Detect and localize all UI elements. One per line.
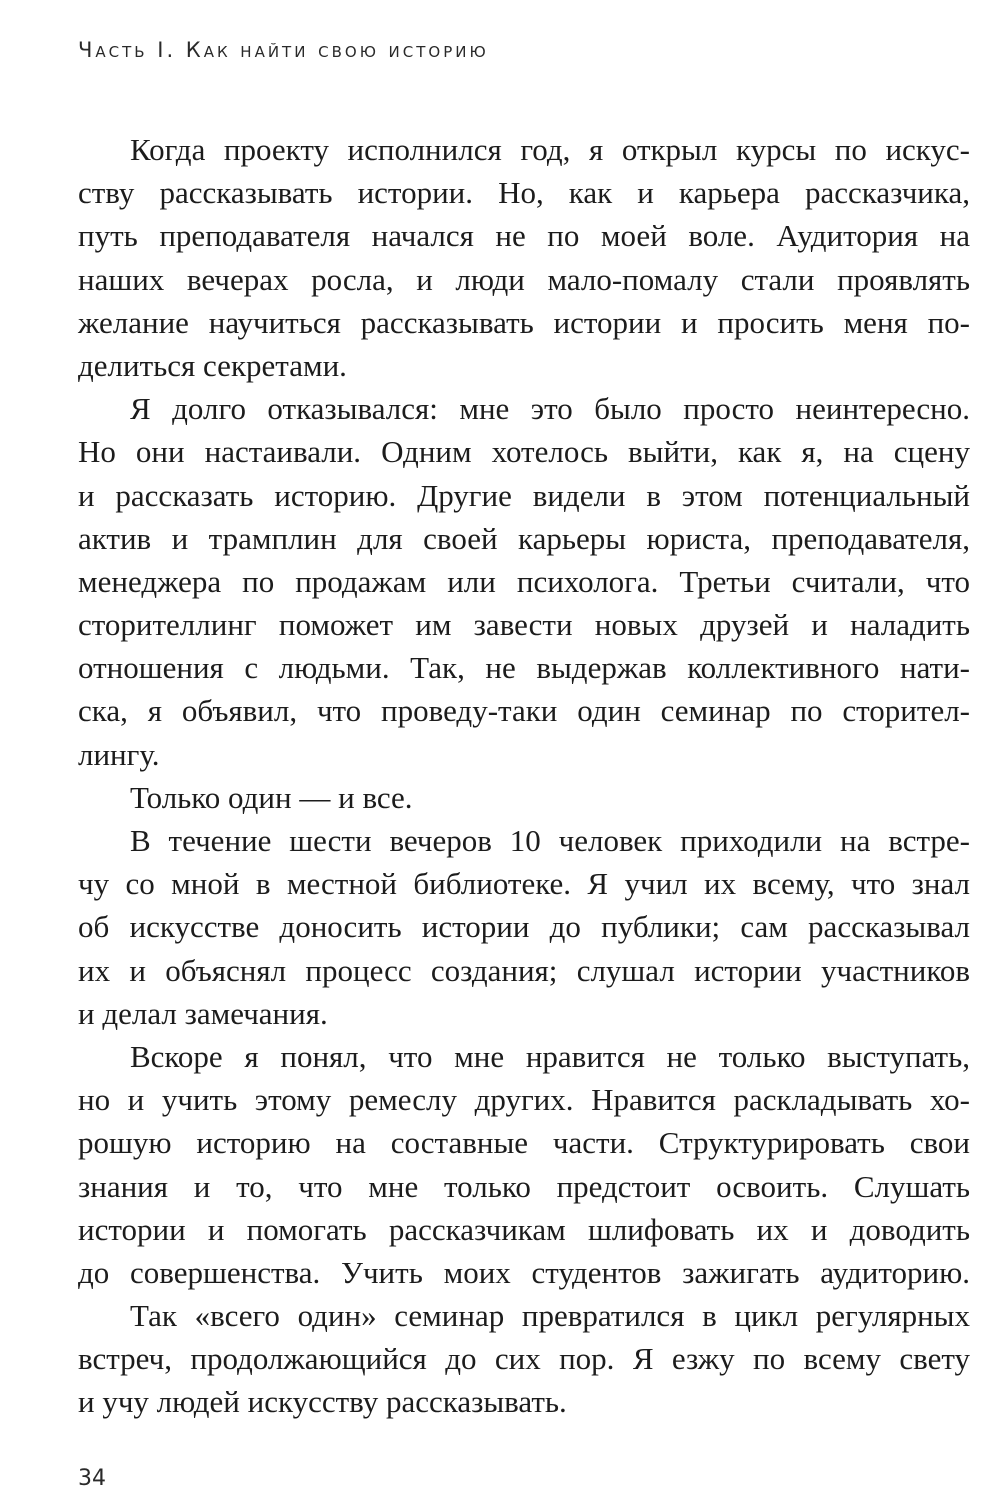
text-line: рошую историю на составные части. Структурировать свои: [78, 1125, 970, 1161]
text-line: и учу людей искусству рассказывать.: [78, 1384, 567, 1420]
text-line: актив и трамплин для своей карьеры юриста, преподавателя,: [78, 520, 970, 556]
text-line: Вскоре я понял, что мне нравится не только выступать,: [130, 1038, 970, 1074]
text-line: ска, я объявил, что проведу-таки один семинар по сторител-: [78, 693, 970, 729]
body-text: [78, 128, 970, 1424]
text-line: ству рассказывать истории. Но, как и карьера рассказчика,: [78, 175, 970, 211]
text-line: желание научиться рассказывать истории и просить меня по-: [78, 304, 970, 340]
text-line: чу со мной в местной библиотеке. Я учил их всему, что знал: [78, 866, 970, 902]
text-line: Так «всего один» семинар превратился в цикл регулярных: [130, 1298, 970, 1334]
text-line: Только один — и все.: [130, 779, 413, 815]
text-line: делиться секретами.: [78, 347, 347, 383]
text-line: их и объяснял процесс создания; слушал истории участников: [78, 952, 970, 988]
text-line: и рассказать историю. Другие видели в этом потенциальный: [78, 477, 970, 513]
text-line: и делал замечания.: [78, 995, 328, 1031]
text-line: менеджера по продажам или психолога. Третьи считали, что: [78, 563, 970, 599]
text-line: сторителлинг поможет им завести новых друзей и наладить: [78, 607, 970, 643]
text-line: отношения с людьми. Так, не выдержав коллективного нати-: [78, 650, 970, 686]
text-line: но и учить этому ремеслу других. Нравится раскладывать хо-: [78, 1082, 970, 1118]
text-line: встреч, продолжающийся до сих пор. Я езжу по всему свету: [78, 1341, 970, 1377]
text-line: об искусстве доносить истории до публики; сам рассказывал: [78, 909, 970, 945]
text-line: В течение шести вечеров 10 человек приходили на встре-: [130, 823, 970, 858]
text-line: истории и помогать рассказчикам шлифовать их и доводить: [78, 1211, 970, 1247]
page-number: 34: [78, 1466, 106, 1491]
text-line: Когда проекту исполнился год, я открыл курсы по искус-: [130, 132, 970, 167]
text-line: путь преподавателя начался не по моей воле. Аудитория на: [78, 218, 970, 254]
running-head: Часть I. Как найти свою историю: [78, 38, 489, 62]
text-line: лингу.: [78, 736, 160, 772]
text-line: Но они настаивали. Одним хотелось выйти, как я, на сцену: [78, 434, 970, 470]
text-line: до совершенства. Учить моих студентов зажигать аудиторию.: [78, 1254, 970, 1290]
text-line: знания и то, что мне только предстоит освоить. Слушать: [78, 1168, 970, 1204]
text-line: Я долго отказывался: мне это было просто неинтересно.: [130, 391, 970, 427]
text-line: наших вечерах росла, и люди мало-помалу стали проявлять: [78, 261, 970, 297]
